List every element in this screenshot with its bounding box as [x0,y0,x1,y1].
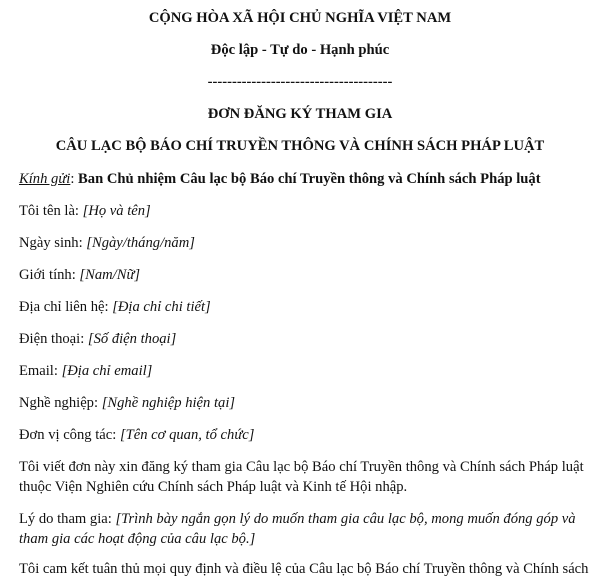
phone-label: Điện thoại: [19,331,88,347]
gender-value: [Nam/Nữ] [79,267,141,283]
reason-value-line1: [Trình bày ngắn gọn lý do muốn tham gia câu lạc bộ, mong muốn đóng góp và [115,511,576,527]
intro-paragraph-line2: thuộc Viện Nghiên cứu Chính sách Pháp luật và Kinh tế Hội nhập. [19,479,408,495]
name-value: [Họ và tên] [82,203,151,219]
phone-value: [Số điện thoại] [87,331,177,347]
address-value: [Địa chỉ chi tiết] [112,299,211,315]
address-field [19,296,589,318]
motto: Độc lập - Tự do - Hạnh phúc [210,42,390,58]
nation-header: CỘNG HÒA XÃ HỘI CHỦ NGHĨA VIỆT NAM [148,10,452,26]
reason-line1 [19,508,589,530]
job-label: Nghề nghiệp: [19,395,102,411]
gender-label: Giới tính: [19,267,80,283]
club-title: CÂU LẠC BỘ BÁO CHÍ TRUYỀN THÔNG VÀ CHÍNH SÁCH PHÁP LUẬT [55,138,545,154]
reason-label: Lý do tham gia: [19,511,116,527]
gender-field [19,264,589,286]
recipient-label: Kính gửi [19,171,71,187]
address-label: Địa chỉ liên hệ: [19,299,113,315]
reason-line2: tham gia các hoạt động của câu lạc bộ.] [19,531,256,547]
recipient-line [19,168,589,190]
name-field [19,200,589,222]
email-value: [Địa chỉ email] [61,363,153,379]
commitment-line1: Tôi cam kết tuân thủ mọi quy định và điều lệ của Câu lạc bộ Báo chí Truyền thông và Chính sách [19,561,589,577]
org-field [19,424,589,446]
email-label: Email: [19,363,62,379]
phone-field [19,328,589,350]
org-value: [Tên cơ quan, tổ chức] [119,427,255,443]
header-divider: -------------------------------------- [207,74,393,90]
form-title: ĐƠN ĐĂNG KÝ THAM GIA [207,106,393,122]
recipient-value: Ban Chủ nhiệm Câu lạc bộ Báo chí Truyền thông và Chính sách Pháp luật [74,171,541,187]
job-field [19,392,589,414]
dob-label: Ngày sinh: [19,235,87,251]
email-field [19,360,589,382]
intro-paragraph-line1: Tôi viết đơn này xin đăng ký tham gia Câu lạc bộ Báo chí Truyền thông và Chính sách Pháp luật [19,459,584,475]
name-label: Tôi tên là: [19,203,83,219]
dob-value: [Ngày/tháng/năm] [86,235,195,251]
dob-field [19,232,589,254]
recipient-colon: : [70,171,75,187]
job-value: [Nghề nghiệp hiện tại] [101,395,236,411]
org-label: Đơn vị công tác: [19,427,120,443]
